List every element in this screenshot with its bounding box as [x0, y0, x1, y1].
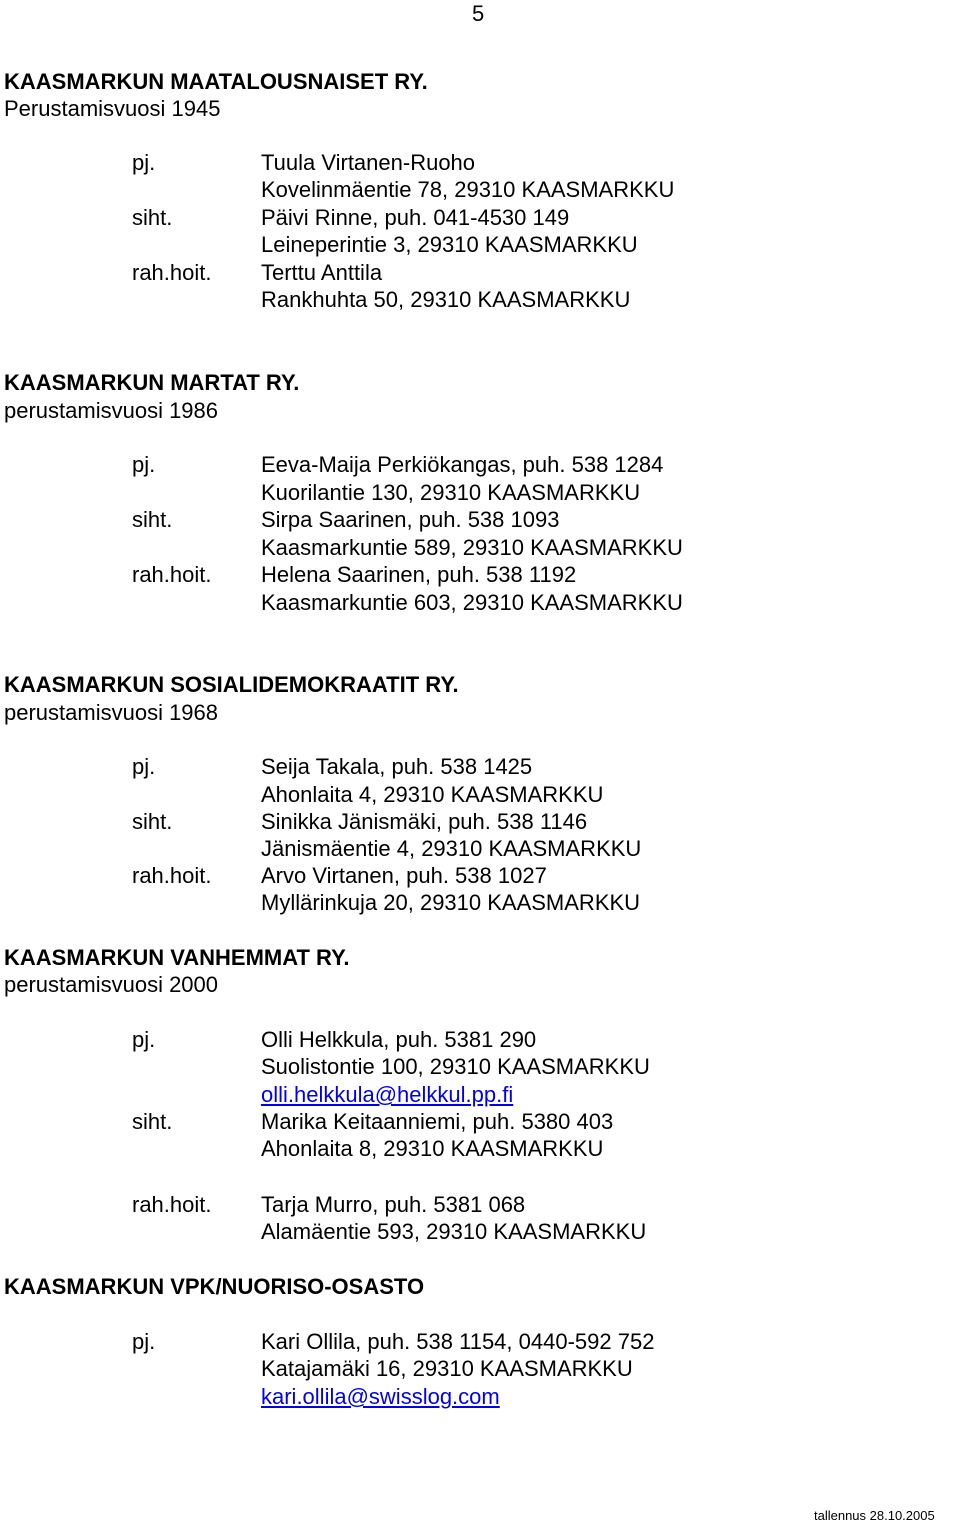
address-line: Kaasmarkuntie 589, 29310 KAASMARKKU	[261, 535, 683, 560]
person-line: Marika Keitaanniemi, puh. 5380 403	[261, 1109, 614, 1134]
email-link[interactable]: kari.ollila@swisslog.com	[261, 1384, 500, 1409]
address-line: Alamäentie 593, 29310 KAASMARKKU	[261, 1219, 647, 1244]
address-line: Kovelinmäentie 78, 29310 KAASMARKKU	[261, 177, 675, 202]
person-line: Tuula Virtanen-Ruoho	[261, 150, 476, 175]
role-label: pj.	[132, 754, 156, 779]
address-line: Ahonlaita 4, 29310 KAASMARKKU	[261, 782, 604, 807]
section-founded: perustamisvuosi 2000	[4, 972, 219, 997]
address-line: Kaasmarkuntie 603, 29310 KAASMARKKU	[261, 590, 683, 615]
address-line: Leineperintie 3, 29310 KAASMARKKU	[261, 232, 638, 257]
address-line: Myllärinkuja 20, 29310 KAASMARKKU	[261, 890, 641, 915]
footer-save-date: tallennus 28.10.2005	[814, 1508, 935, 1523]
section-title: KAASMARKUN MARTAT RY.	[4, 370, 300, 395]
address-line: Jänismäentie 4, 29310 KAASMARKKU	[261, 836, 642, 861]
person-line: Sirpa Saarinen, puh. 538 1093	[261, 507, 560, 532]
role-label: pj.	[132, 1027, 156, 1052]
section-title: KAASMARKUN VPK/NUORISO-OSASTO	[4, 1274, 425, 1299]
role-label: rah.hoit.	[132, 260, 212, 285]
person-line: Seija Takala, puh. 538 1425	[261, 754, 533, 779]
section-title: KAASMARKUN SOSIALIDEMOKRAATIT RY.	[4, 672, 459, 697]
person-line: Kari Ollila, puh. 538 1154, 0440-592 752	[261, 1329, 655, 1354]
address-line: Suolistontie 100, 29310 KAASMARKKU	[261, 1054, 650, 1079]
role-label: pj.	[132, 1329, 156, 1354]
section-founded: perustamisvuosi 1986	[4, 398, 219, 423]
address-line: Rankhuhta 50, 29310 KAASMARKKU	[261, 287, 631, 312]
page-number: 5	[472, 1, 485, 26]
role-label: pj.	[132, 452, 156, 477]
person-line: Tarja Murro, puh. 5381 068	[261, 1192, 526, 1217]
role-label: rah.hoit.	[132, 1192, 212, 1217]
person-line: Helena Saarinen, puh. 538 1192	[261, 562, 577, 587]
section-title: KAASMARKUN MAATALOUSNAISET RY.	[4, 69, 428, 94]
role-label: rah.hoit.	[132, 863, 212, 888]
address-line: Ahonlaita 8, 29310 KAASMARKKU	[261, 1136, 604, 1161]
person-line: Olli Helkkula, puh. 5381 290	[261, 1027, 537, 1052]
role-label: siht.	[132, 507, 173, 532]
section-title: KAASMARKUN VANHEMMAT RY.	[4, 945, 350, 970]
person-line: Arvo Virtanen, puh. 538 1027	[261, 863, 547, 888]
role-label: siht.	[132, 1109, 173, 1134]
address-line: Katajamäki 16, 29310 KAASMARKKU	[261, 1356, 633, 1381]
person-line: Päivi Rinne, puh. 041-4530 149	[261, 205, 570, 230]
person-line: Sinikka Jänismäki, puh. 538 1146	[261, 809, 588, 834]
person-line: Eeva-Maija Perkiökangas, puh. 538 1284	[261, 452, 664, 477]
role-label: rah.hoit.	[132, 562, 212, 587]
email-link[interactable]: olli.helkkula@helkkul.pp.fi	[261, 1082, 514, 1107]
role-label: siht.	[132, 809, 173, 834]
section-founded: Perustamisvuosi 1945	[4, 96, 221, 121]
role-label: siht.	[132, 205, 173, 230]
section-founded: perustamisvuosi 1968	[4, 700, 219, 725]
role-label: pj.	[132, 150, 156, 175]
person-line: Terttu Anttila	[261, 260, 383, 285]
address-line: Kuorilantie 130, 29310 KAASMARKKU	[261, 480, 641, 505]
